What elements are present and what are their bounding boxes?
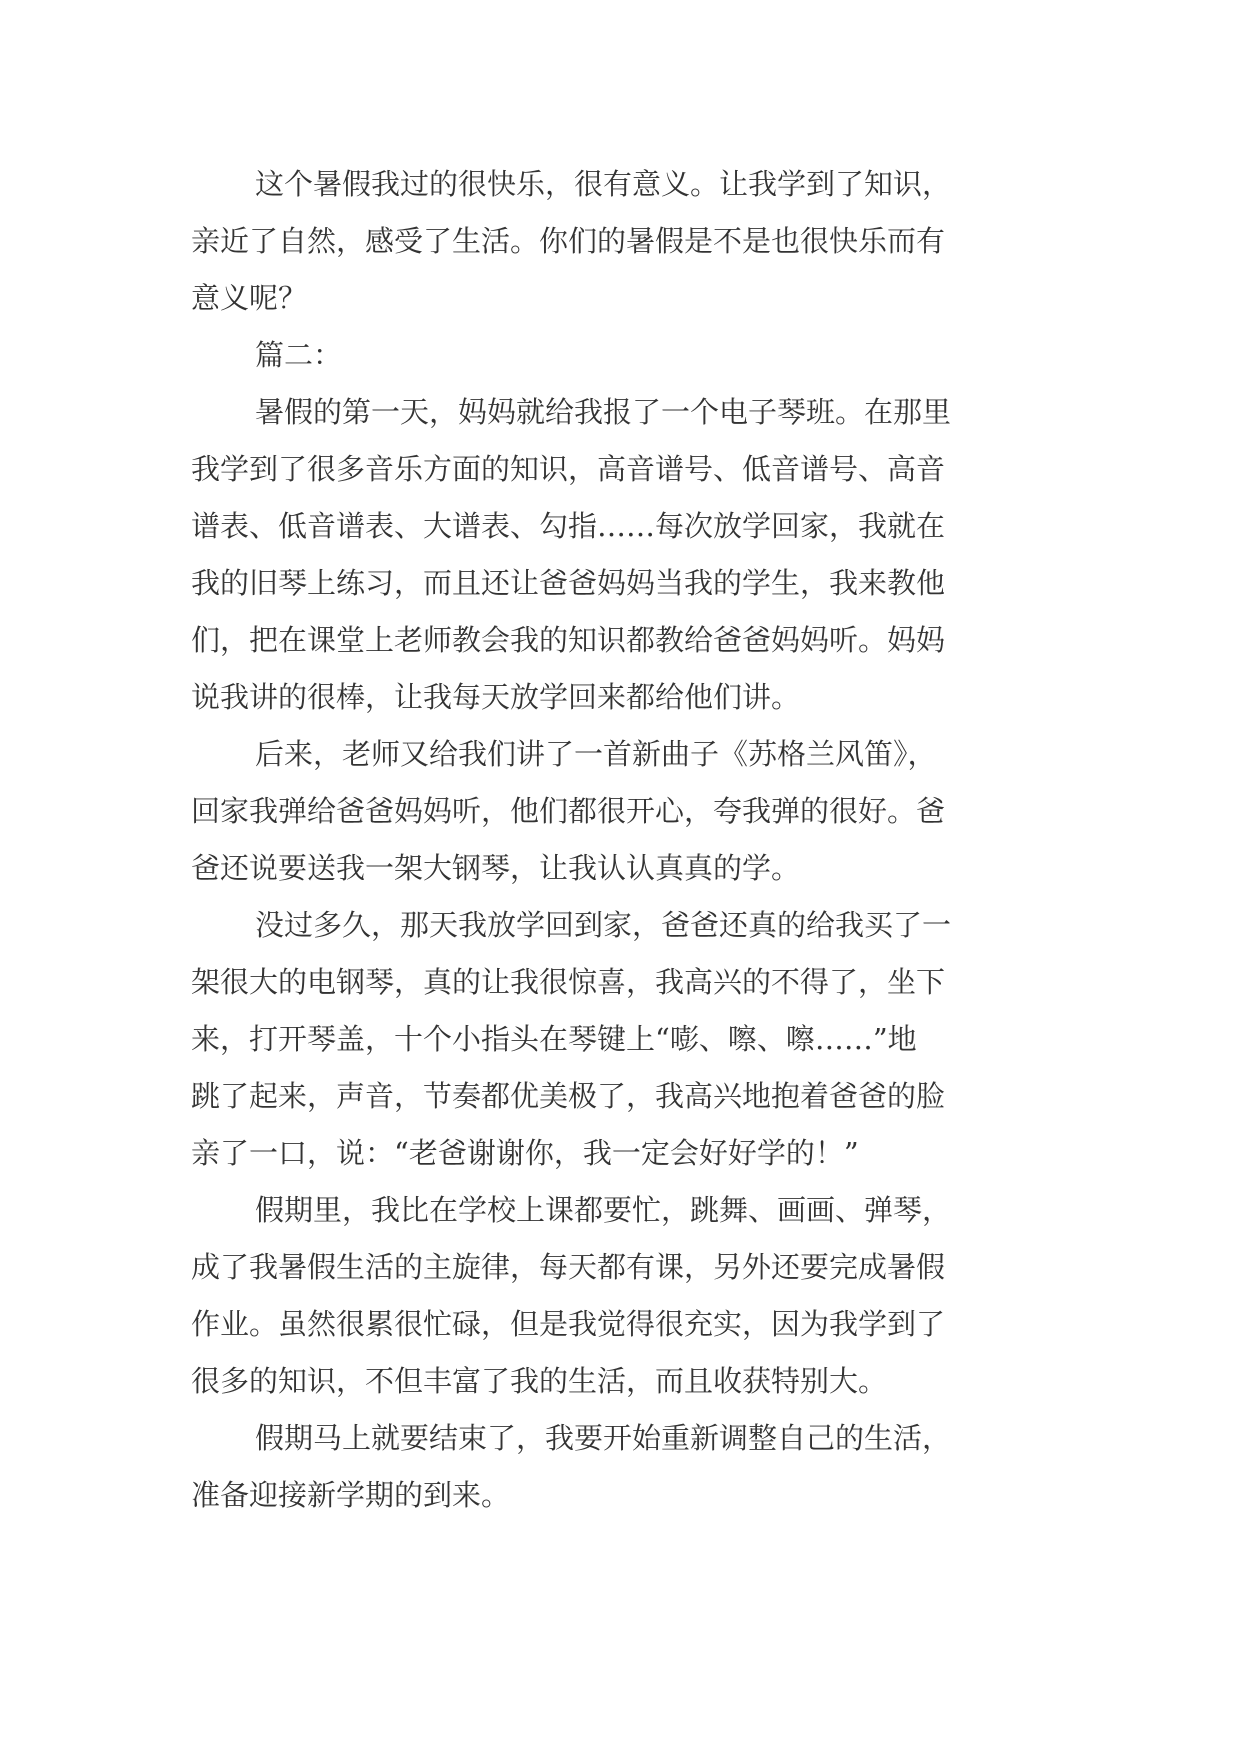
paragraph-line: 准备迎接新学期的到来。: [191, 1478, 511, 1512]
paragraph-line: 后来，老师又给我们讲了一首新曲子《苏格兰风笛》，: [255, 737, 937, 771]
paragraph-line: 我的旧琴上练习，而且还让爸爸妈妈当我的学生，我来教他: [191, 566, 946, 600]
paragraph-line: 假期里，我比在学校上课都要忙，跳舞、画画、弹琴，: [255, 1193, 952, 1227]
paragraph-line: 这个暑假我过的很快乐，很有意义。让我学到了知识，: [255, 167, 952, 201]
paragraph-line: 亲近了自然，感受了生活。你们的暑假是不是也很快乐而有: [191, 224, 946, 258]
paragraph-line: 架很大的电钢琴，真的让我很惊喜，我高兴的不得了，坐下: [191, 965, 946, 999]
document-body: [191, 156, 1071, 1524]
paragraph-line: 作业。虽然很累很忙碌，但是我觉得很充实，因为我学到了: [191, 1307, 946, 1341]
paragraph-line: 成了我暑假生活的主旋律，每天都有课，另外还要完成暑假: [191, 1250, 946, 1284]
section-heading: 篇二：: [255, 338, 343, 372]
paragraph-line: 意义呢？: [191, 281, 308, 315]
paragraph-line: 假期马上就要结束了，我要开始重新调整自己的生活，: [255, 1421, 952, 1455]
paragraph-line: 爸还说要送我一架大钢琴，让我认认真真的学。: [191, 851, 801, 885]
paragraph-line: 们，把在课堂上老师教会我的知识都教给爸爸妈妈听。妈妈: [191, 623, 946, 657]
paragraph-line: 亲了一口，说：“老爸谢谢你，我一定会好好学的！”: [191, 1136, 859, 1170]
paragraph-line: 说我讲的很棒，让我每天放学回来都给他们讲。: [191, 680, 801, 714]
paragraph-line: 来，打开琴盖，十个小指头在琴键上“嘭、嚓、嚓……”地: [191, 1022, 917, 1056]
paragraph-line: 很多的知识，不但丰富了我的生活，而且收获特别大。: [191, 1364, 888, 1398]
paragraph-line: 我学到了很多音乐方面的知识，高音谱号、低音谱号、高音: [191, 452, 946, 486]
paragraph-line: 谱表、低音谱表、大谱表、勾指……每次放学回家，我就在: [191, 509, 946, 543]
paragraph-line: 跳了起来，声音，节奏都优美极了，我高兴地抱着爸爸的脸: [191, 1079, 946, 1113]
paragraph-line: 暑假的第一天，妈妈就给我报了一个电子琴班。在那里: [255, 395, 952, 429]
paragraph-line: 回家我弹给爸爸妈妈听，他们都很开心，夸我弹的很好。爸: [191, 794, 946, 828]
paragraph-line: 没过多久，那天我放学回到家，爸爸还真的给我买了一: [255, 908, 952, 942]
